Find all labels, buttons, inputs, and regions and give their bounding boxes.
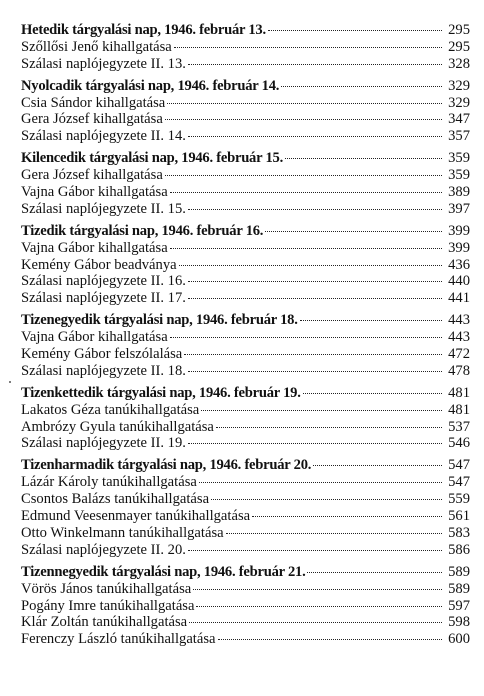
page-number: 598 <box>448 614 470 631</box>
entry-label: Pogány Imre tanúkihallgatása <box>21 597 195 614</box>
toc-entry <box>21 184 470 201</box>
page-number: 399 <box>448 222 470 239</box>
dot-leader <box>184 354 442 355</box>
toc-entry <box>21 402 470 419</box>
toc-section <box>21 312 470 380</box>
page-number: 436 <box>448 256 470 273</box>
dot-leader <box>199 482 442 483</box>
toc-section <box>21 223 470 307</box>
section-heading <box>21 78 470 95</box>
page-number: 359 <box>448 167 470 184</box>
page-number: 329 <box>448 77 470 94</box>
dot-leader <box>167 103 442 104</box>
section-heading-label: Tizenkettedik tárgyalási nap, 1946. február 19. <box>21 384 301 401</box>
entry-label: Szálasi naplójegyzete II. 15. <box>21 200 186 217</box>
dot-leader <box>188 136 442 137</box>
dot-leader <box>196 606 442 607</box>
entry-label: Ambrózy Gyula tanúkihallgatása <box>21 418 214 435</box>
toc-entry <box>21 329 470 346</box>
entry-label: Gera József kihallgatása <box>21 167 163 184</box>
toc-section <box>21 564 470 648</box>
toc-entry <box>21 167 470 184</box>
toc-entry <box>21 128 470 145</box>
dot-leader <box>165 175 442 176</box>
page-number: 357 <box>448 128 470 145</box>
section-heading-label: Tizedik tárgyalási nap, 1946. február 16. <box>21 222 264 239</box>
toc-entry <box>21 491 470 508</box>
toc-entry <box>21 581 470 598</box>
dot-leader <box>265 231 442 232</box>
entry-label: Kemény Gábor beadványa <box>21 256 177 273</box>
dot-leader <box>252 516 442 517</box>
page-number: 589 <box>448 580 470 597</box>
entry-label: Szálasi naplójegyzete II. 17. <box>21 290 186 307</box>
page-number: 547 <box>448 474 470 491</box>
dot-leader <box>281 86 442 87</box>
toc-entry <box>21 111 470 128</box>
section-heading-label: Tizenharmadik tárgyalási nap, 1946. február 20. <box>21 457 312 474</box>
dot-leader <box>300 320 442 321</box>
toc-entry <box>21 240 470 257</box>
page-number: 443 <box>448 329 470 346</box>
toc-section <box>21 150 470 218</box>
dot-leader <box>307 572 442 573</box>
page-number: 440 <box>448 273 470 290</box>
page-number: 537 <box>448 418 470 435</box>
page-number: 547 <box>448 457 470 474</box>
toc-entry <box>21 614 470 631</box>
toc-entry <box>21 508 470 525</box>
section-heading <box>21 564 470 581</box>
page-number: 546 <box>448 435 470 452</box>
entry-label: Vajna Gábor kihallgatása <box>21 239 168 256</box>
dot-leader <box>188 371 442 372</box>
page-number: 472 <box>448 346 470 363</box>
toc-entry <box>21 201 470 218</box>
page-number: 389 <box>448 184 470 201</box>
dot-leader <box>268 30 442 31</box>
section-heading-label: Tizennegyedik tárgyalási nap, 1946. február 21. <box>21 563 306 580</box>
page-number: 443 <box>448 312 470 329</box>
entry-label: Vajna Gábor kihallgatása <box>21 329 168 346</box>
toc-section <box>21 385 470 453</box>
entry-label: Edmund Veesenmayer tanúkihallgatása <box>21 508 251 525</box>
dot-leader <box>201 410 442 411</box>
dot-leader <box>188 64 442 65</box>
entry-label: Szálasi naplójegyzete II. 13. <box>21 55 186 72</box>
dot-leader <box>216 427 442 428</box>
toc-section <box>21 457 470 558</box>
entry-label: Lakatos Géza tanúkihallgatása <box>21 401 200 418</box>
page-number: 583 <box>448 524 470 541</box>
dot-leader <box>188 281 442 282</box>
dot-leader <box>174 47 442 48</box>
toc-entry <box>21 95 470 112</box>
entry-label: Szőllősi Jenő kihallgatása <box>21 38 172 55</box>
page-number: 589 <box>448 563 470 580</box>
entry-label: Kemény Gábor felszólalása <box>21 346 183 363</box>
entry-label: Szálasi naplójegyzete II. 20. <box>21 541 186 558</box>
page-number: 399 <box>448 239 470 256</box>
page-number: 295 <box>448 22 470 38</box>
dot-leader <box>170 248 442 249</box>
dot-leader <box>170 192 442 193</box>
toc-entry <box>21 257 470 274</box>
page-number: 559 <box>448 491 470 508</box>
dot-leader <box>313 465 442 466</box>
entry-label: Otto Winkelmann tanúkihallgatása <box>21 524 224 541</box>
dot-leader <box>218 639 442 640</box>
page-number: 328 <box>448 55 470 72</box>
dot-leader <box>303 393 442 394</box>
dot-leader <box>165 119 442 120</box>
dot-leader <box>226 533 442 534</box>
entry-label: Lázár Károly tanúkihallgatása <box>21 474 197 491</box>
dot-leader <box>170 337 442 338</box>
section-heading-label: Nyolcadik tárgyalási nap, 1946. február 14. <box>21 77 280 94</box>
entry-label: Vajna Gábor kihallgatása <box>21 184 168 201</box>
entry-label: Csontos Balázs tanúkihallgatása <box>21 491 210 508</box>
dot-leader <box>189 622 442 623</box>
page-number: 441 <box>448 290 470 307</box>
dot-leader <box>211 499 442 500</box>
page-number: 295 <box>448 38 470 55</box>
dot-leader <box>193 589 442 590</box>
page-number: 329 <box>448 94 470 111</box>
toc-entry <box>21 542 470 559</box>
section-heading <box>21 223 470 240</box>
toc-entry <box>21 39 470 56</box>
dot-leader <box>285 158 442 159</box>
toc-entry <box>21 290 470 307</box>
page-number: 347 <box>448 111 470 128</box>
table-of-contents <box>21 22 470 653</box>
toc-entry <box>21 56 470 73</box>
page-number: 478 <box>448 362 470 379</box>
section-heading-label: Hetedik tárgyalási nap, 1946. február 13. <box>21 22 266 38</box>
toc-entry <box>21 346 470 363</box>
page-number: 597 <box>448 597 470 614</box>
toc-entry <box>21 631 470 648</box>
page-number: 397 <box>448 200 470 217</box>
entry-label: Ferenczy László tanúkihallgatása <box>21 631 216 648</box>
toc-section <box>21 22 470 73</box>
entry-label: Klár Zoltán tanúkihallgatása <box>21 614 188 631</box>
toc-entry <box>21 273 470 290</box>
print-speck <box>9 381 11 383</box>
dot-leader <box>188 209 442 210</box>
toc-entry <box>21 525 470 542</box>
page-number: 600 <box>448 631 470 648</box>
toc-entry <box>21 363 470 380</box>
page-number: 481 <box>448 401 470 418</box>
entry-label: Szálasi naplójegyzete II. 18. <box>21 362 186 379</box>
entry-label: Csia Sándor kihallgatása <box>21 94 166 111</box>
page-number: 586 <box>448 541 470 558</box>
section-heading <box>21 457 470 474</box>
toc-entry <box>21 598 470 615</box>
section-heading <box>21 22 470 39</box>
entry-label: Gera József kihallgatása <box>21 111 163 128</box>
section-heading-label: Tizenegyedik tárgyalási nap, 1946. február 18. <box>21 312 298 329</box>
toc-entry <box>21 474 470 491</box>
entry-label: Szálasi naplójegyzete II. 16. <box>21 273 186 290</box>
section-heading <box>21 150 470 167</box>
section-heading-label: Kilencedik tárgyalási nap, 1946. február 15. <box>21 150 283 167</box>
page-number: 481 <box>448 384 470 401</box>
section-heading <box>21 312 470 329</box>
entry-label: Szálasi naplójegyzete II. 14. <box>21 128 186 145</box>
dot-leader <box>188 550 442 551</box>
toc-entry <box>21 435 470 452</box>
entry-label: Szálasi naplójegyzete II. 19. <box>21 435 186 452</box>
dot-leader <box>188 298 442 299</box>
toc-entry <box>21 419 470 436</box>
section-heading <box>21 385 470 402</box>
entry-label: Vörös János tanúkihallgatása <box>21 580 192 597</box>
page-number: 359 <box>448 150 470 167</box>
toc-section <box>21 78 470 146</box>
dot-leader <box>188 443 442 444</box>
dot-leader <box>179 265 442 266</box>
page-number: 561 <box>448 508 470 525</box>
